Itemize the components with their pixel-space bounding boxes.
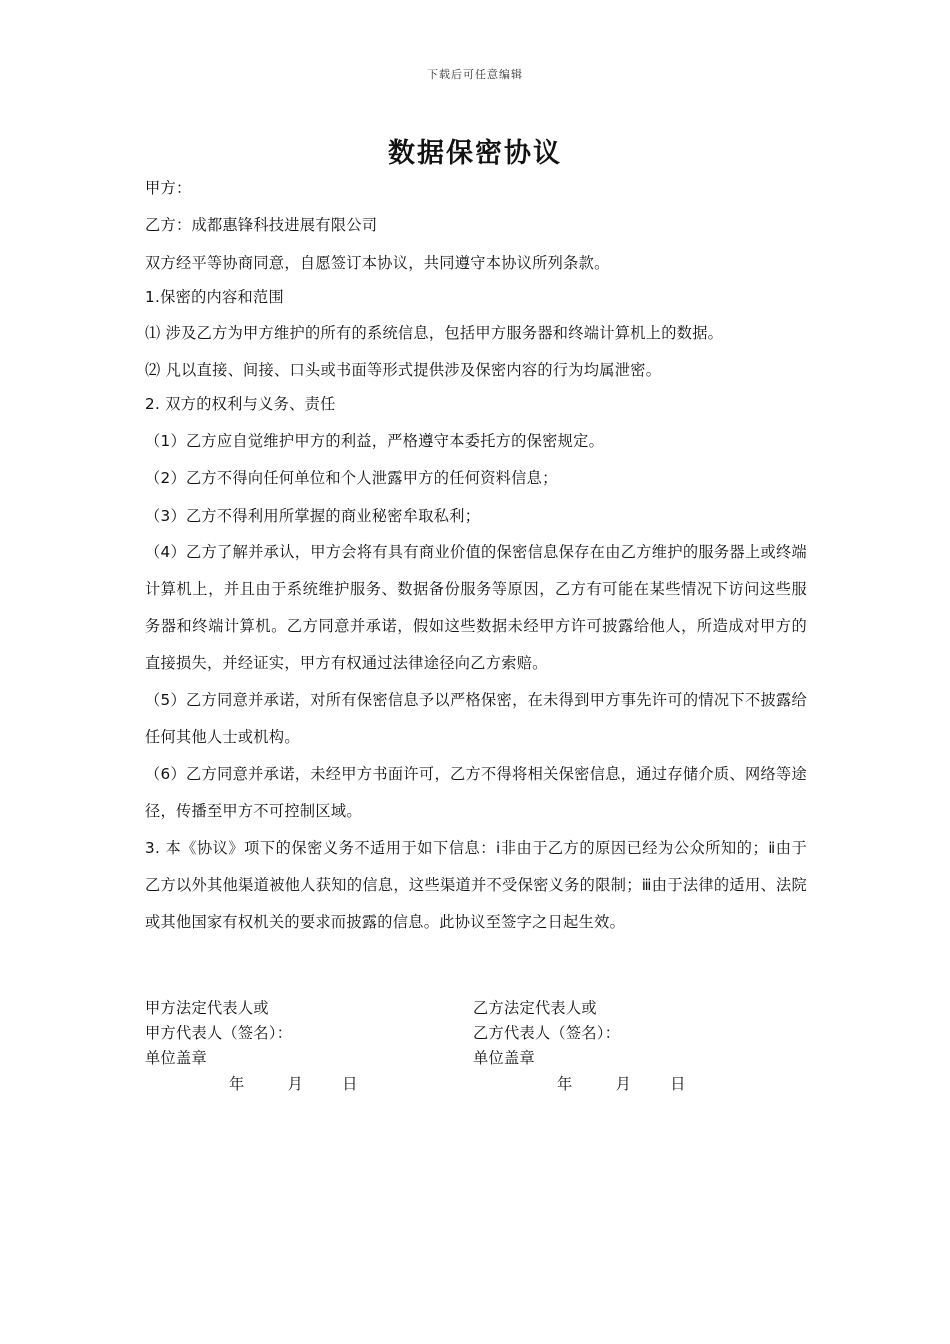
party-a-line: 甲方：	[145, 179, 192, 197]
section1-item: ⑴ 涉及乙方为甲方维护的所有的系统信息，包括甲方服务器和终端计算机上的数据。	[145, 324, 724, 342]
section2-item: （3）乙方不得利用所掌握的商业秘密牟取私利；	[145, 507, 481, 525]
section3-paragraph: 3. 本《协议》项下的保密义务不适用于如下信息：ⅰ非由于乙方的原因已经为公众所知的；ⅱ由于乙方以外其他渠道被他人获知的信息，这些渠道并不受保密义务的限制；ⅲ由于法律的适用、法院或其他国家有权机关的要求而披露的信息。此协议至签字之日起生效。	[145, 839, 807, 931]
party-b-date	[557, 1073, 686, 1094]
party-b-representative-label: 乙方法定代表人或	[473, 999, 597, 1017]
date-day-label: 日	[342, 1075, 358, 1093]
section2-paragraphs	[145, 534, 807, 941]
date-year-label: 年	[557, 1075, 573, 1093]
date-year-label: 年	[229, 1075, 245, 1093]
date-month-label: 月	[615, 1075, 632, 1093]
party-b-line: 乙方：成都惠锋科技进展有限公司	[145, 216, 378, 234]
section2-item: （5）乙方同意并承诺，对所有保密信息予以严格保密，在未得到甲方事先许可的情况下不披露给任何其他人士或机构。	[145, 691, 807, 746]
section2-item: （1）乙方应自觉维护甲方的利益，严格遵守本委托方的保密规定。	[145, 432, 605, 450]
party-a-representative-label: 甲方法定代表人或	[145, 999, 269, 1017]
date-month-label: 月	[287, 1075, 304, 1093]
party-b-seal-label: 单位盖章	[473, 1049, 535, 1067]
party-b-signature-label: 乙方代表人（签名）：	[473, 1024, 621, 1042]
intro-line: 双方经平等协商同意，自愿签订本协议，共同遵守本协议所列条款。	[145, 254, 610, 272]
document-title: 数据保密协议	[388, 138, 562, 169]
section2-item: （2）乙方不得向任何单位和个人泄露甲方的任何资料信息；	[145, 469, 558, 487]
section2-heading: 2. 双方的权利与义务、责任	[145, 395, 336, 413]
party-a-signature-label: 甲方代表人（签名）：	[145, 1024, 293, 1042]
section1-item: ⑵ 凡以直接、间接、口头或书面等形式提供涉及保密内容的行为均属泄密。	[145, 361, 662, 379]
header-note: 下载后可任意编辑	[427, 68, 523, 81]
party-a-seal-label: 单位盖章	[145, 1049, 207, 1067]
party-a-date	[229, 1073, 358, 1094]
date-day-label: 日	[670, 1075, 686, 1093]
section2-item: （6）乙方同意并承诺，未经甲方书面许可，乙方不得将相关保密信息，通过存储介质、网络等途径，传播至甲方不可控制区域。	[145, 765, 807, 820]
section1-heading: 1.保密的内容和范围	[145, 288, 284, 306]
section2-item: （4）乙方了解并承认，甲方会将有具有商业价值的保密信息保存在由乙方维护的服务器上或终端计算机上，并且由于系统维护服务、数据备份服务等原因，乙方有可能在某些情况下访问这些服务器和终端计算机。乙方同意并承诺，假如这些数据未经甲方许可披露给他人，所造成对甲方的直接损失，并经证实，甲方有权通过法律途径向乙方索赔。	[145, 543, 807, 672]
